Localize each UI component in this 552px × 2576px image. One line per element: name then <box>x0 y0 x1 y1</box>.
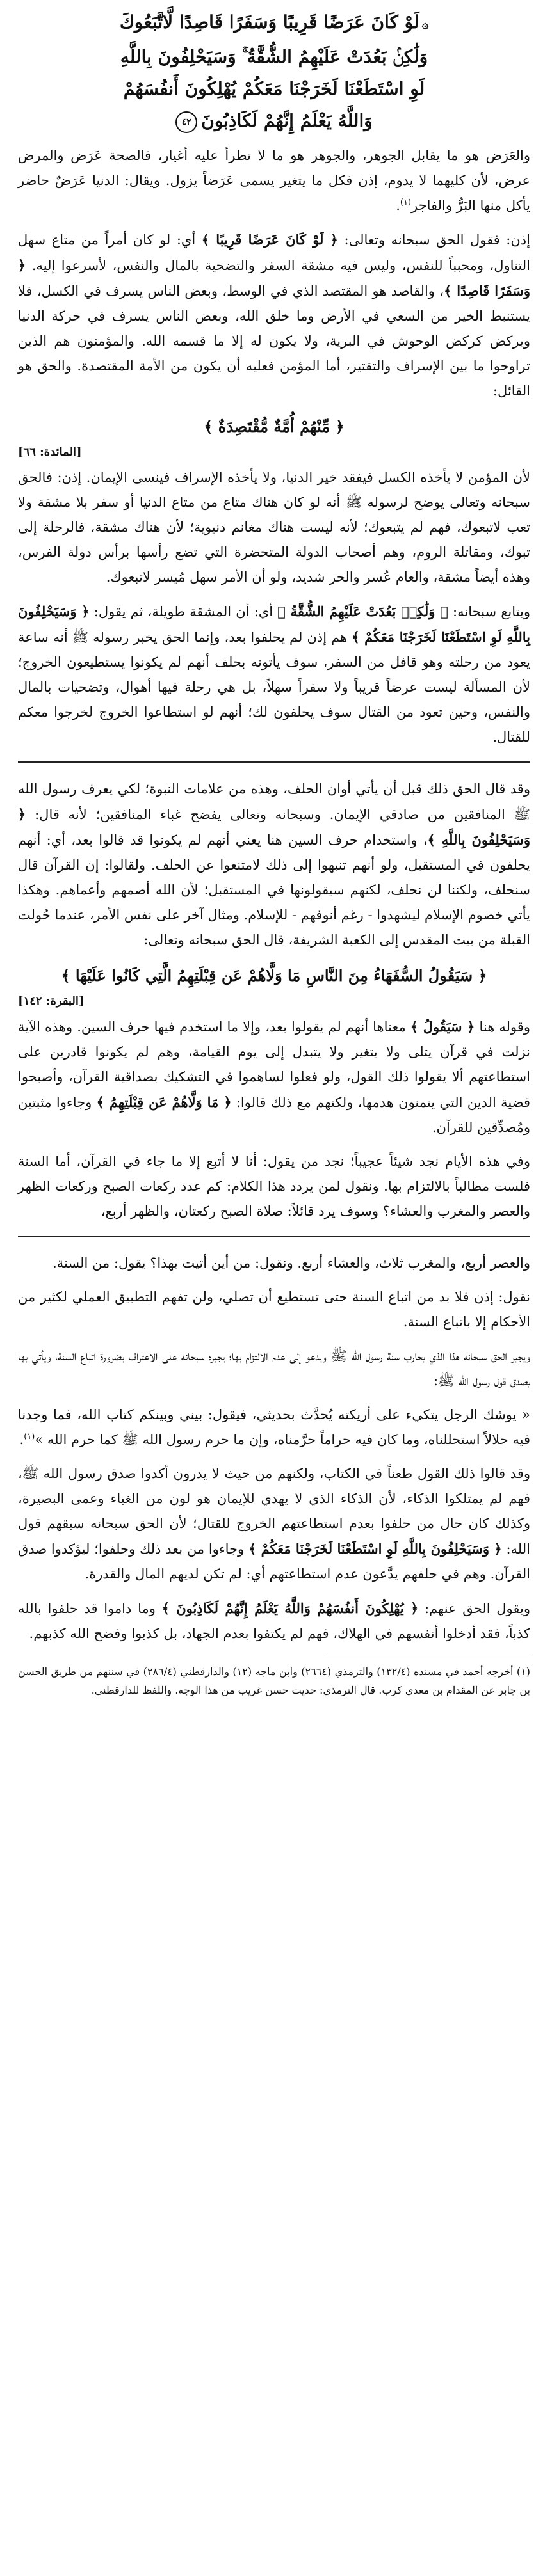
quran-quote: ﴿ لَوْ كَانَ عَرَضًا قَرِيبًا ﴾ <box>201 232 338 248</box>
paragraph: ويقول الحق عنهم: ﴿ يُهْلِكُونَ أَنفُسَهُمْ وَاللَّهُ يَعْلَمُ إِنَّهُمْ لَكَاذِبُونَ ﴾ وما داموا قد حلفوا بالله كذباً، فقد أدخلوا أنفسهم في الهلاك، فهم لم يكتفوا بعدم الجهاد، بل كذبوا وفضح الله كذبهم. <box>18 1600 530 1641</box>
quran-quote: ﴿ وَسَفَرًا قَاصِدًا ﴾ <box>18 257 531 299</box>
paragraph: « يوشك الرجل يتكيء على أريكته يُحدَّث بحديثي، فيقول: بيني وبينكم كتاب الله، فما وجدنا فيه حلالاً استحللناه، وما كان فيه حراماً حرَّمناه، وإن ما حرم رسول الله ﷺ كما حرم الله »$^{(١)}$. <box>18 1407 530 1447</box>
header-verse <box>18 6 530 137</box>
footnote: (١) أخرجه أحمد في مسنده (١٣٢/٤) والترمذي (٢٦٦٤) وابن ماجه (١٢) والدارقطني (٢٨٦/٤) في سننهم من طريق الحسن بن جابر عن المقدام بن معدي كرب. قال الترمذي: حديث حسن غريب من هذا الوجه. واللفظ للدارقطني. <box>18 1666 531 1696</box>
footnote-marker: (١) <box>24 1432 35 1442</box>
block-quote: ﴿ مِّنْهُمْ أُمَّةٌ مُّقْتَصِدَةٌ ﴾ <box>204 417 345 436</box>
quote-reference: [المائدة: ٦٦] <box>18 445 82 459</box>
page-separator <box>18 761 530 763</box>
quran-quote: ﴿ وَسَيَحْلِفُونَ بِاللَّهِ لَوِ اسْتَطَعْنَا لَخَرَجْنَا مَعَكُمْ ﴾ <box>18 603 531 645</box>
paragraph: والعصر أربع، والمغرب ثلاث، والعشاء أربع. ونقول: من أين أتيت بهذا؟ يقول: من السنة. <box>53 1255 530 1271</box>
paragraph: وقد قالوا ذلك القول طعناً في الكتاب، ولكنهم من حيث لا يدرون أكدوا صدق رسول الله ﷺ، فهم لم يمتلكوا الذكاء، لأن الذكاء الذي لا يهدي للإيمان هو لون من الغباء وعمى البصيرة، وكذلك كان حال من حلفوا بعدم استطاعتهم الخروج للقتال؛ لأن الحق سبحانه سبقهم قول الله: ﴿ وَسَيَحْلِفُونَ بِاللَّهِ لَوِ اسْتَطَعْنَا لَخَرَجْنَا مَعَكُمْ ﴾ وجاءوا من بعد ذلك وحلفوا؛ ليؤكدوا صدق القرآن. وهم في حلفهم يدَّعون عدم استطاعتهم أي: لم تكن لديهم المال والقدرة. <box>18 1466 530 1582</box>
paragraph: وقوله هنا ﴿ سَيَقُولُ ﴾ معناها أنهم لم يقولوا بعد، وإلا ما استخدم فيها حرف السين. وهذه الآية نزلت في قرآن يتلى ولا يتغير ولا يتبدل إلى يوم القيامة، وهم لم يكونوا قادرين على استطاعتهم ألا يقولوا ذلك القول، ولو فعلوا لساهموا في التشكيك بصداقية القرآن، وأصبحوا قضية الدين التي يتمنون هدمها، ولكنهم مع ذلك قالوا: ﴿ مَا وَلَّاهُمْ عَن قِبْلَتِهِمُ ﴾ وجاءوا مثبتين ومُصدِّقين للقرآن. <box>18 1019 530 1135</box>
quran-quote: ﴿ مَا وَلَّاهُمْ عَن قِبْلَتِهِمُ ﴾ <box>96 1094 232 1110</box>
paragraph: إذن: فقول الحق سبحانه وتعالى: ﴿ لَوْ كَانَ عَرَضًا قَرِيبًا ﴾ أي: لو كان أمراً من متاع سهل التناول، ومحبباً للنفس، وليس فيه مشقة السفر والتضحية بالمال والنفس، لأسرعوا إليه. ﴿ وَسَفَرًا قَاصِدًا ﴾، والقاصد هو المقتصد الذي في الوسط، وبعض الناس يسرف في الكسل، فلا يستنبط الخير من السعي في الأرض وما خلق الله، وبعض الناس يسرف في حركة الدنيا ويركض كركض الوحوش في البرية، ولا يكون له إلا ما قسمه الله. والمؤمنون هم الذين تراوحوا ما بين الإسراف والتقتير، أما المؤمن فعليه أن يكون من الأمة المقتصدة. والحق هو القائل: <box>18 232 531 399</box>
paragraph: لأن المؤمن لا يأخذه الكسل فيفقد خير الدنيا، ولا يأخذه الإسراف فينسى الإيمان. إذن: فالحق سبحانه وتعالى يوضح لرسوله ﷺ أنه لو كان هناك متاع من متاع الدنيا أو سفر بلا مشقة ولا تعب لاتبعوك، فهم لم يتبعوك؛ لأنه ليست هناك مغانم دنيوية؛ لأن هناك مشقة، فالرحلة إلى تبوك، ومقاتلة الروم، وهم أصحاب الدولة المتحضرة التي تضع رأسها برأس دولة الفرس، وهذه أيضاً مشقة، والعام عُسر والحر شديد، ولو أن الأمر سهل مُيسر لاتبعوك. <box>18 470 530 585</box>
paragraph: ويتابع سبحانه: ﴿ وَلَٰكِنۢ بَعُدَتْ عَلَيْهِمُ الشُّقَّةُ ﴾ أي: أن المشقة طويلة، ثم يقول: ﴿ وَسَيَحْلِفُونَ بِاللَّهِ لَوِ اسْتَطَعْنَا لَخَرَجْنَا مَعَكُمْ ﴾ هم إذن لم يحلفوا بعد، وإنما الحق يخبر رسوله ﷺ أنه ساعة يعود من رحلته وهو قافل من السفر، سوف يأتونه بحلف أنهم لم يكونوا يستطيعون الخروج؛ لأن المسألة ليست عرضاً قريباً ولا سفراً سهلاً، بل هي رحلة فيها أهوال، وتضحيات بالمال والنفس، وحين تعود من القتال سوف يحلفون لك؛ أنهم لو استطاعوا الخروج لخرجوا معكم للقتال. <box>18 603 531 745</box>
paragraph: نقول: إذن فلا بد من اتباع السنة حتى تستطيع أن تصلي، ولن تفهم التطبيق العملي لكثير من الأحكام إلا باتباع السنة. <box>18 1289 530 1330</box>
paragraph: وفي هذه الأيام نجد شيئاً عجيباً؛ نجد من يقول: أنا لا أتبع إلا ما جاء في القرآن، أما السنة فلست مطالباً بالالتزام بها. ونقول لمن يردد هذا الكلام: كم عدد ركعات الصبح وركعات الظهر والعصر والمغرب والعشاء؟ وسوف يرد قائلاً: صلاة الصبح ركعتان، والظهر أربع، <box>18 1154 530 1219</box>
quran-quote: ﴿ سَيَقُولُ ﴾ <box>410 1019 475 1035</box>
header-verse-line: وَاللَّهُ يَعْلَمُ إِنَّهُمْ لَكَاذِبُونَ٤٢ <box>18 105 530 137</box>
verse-number-badge: ٤٢ <box>175 111 197 133</box>
quran-quote: ﴿ وَسَيَحْلِفُونَ بِاللَّهِ ﴾ <box>18 806 530 848</box>
quran-quote: ﴿ وَسَيَحْلِفُونَ بِاللَّهِ لَوِ اسْتَطَعْنَا لَخَرَجْنَا مَعَكُمْ ﴾ <box>248 1541 502 1557</box>
header-verse-line: ۞لَوْ كَانَ عَرَضًا قَرِيبًا وَسَفَرًا قَاصِدًا لَّاتَّبَعُوكَ <box>119 12 429 33</box>
quran-quote: ﴿ وَلَٰكِنۢ بَعُدَتْ عَلَيْهِمُ الشُّقَّةُ ﴾ <box>277 603 448 619</box>
block-quote: ﴿ سَيَقُولُ السُّفَهَاءُ مِنَ النَّاسِ مَا وَلَّاهُمْ عَن قِبْلَتِهِمُ الَّتِي كَانُوا عَلَيْهَا ﴾ <box>61 966 487 985</box>
quran-quote: ﴿ يُهْلِكُونَ أَنفُسَهُمْ وَاللَّهُ يَعْلَمُ إِنَّهُمْ لَكَاذِبُونَ ﴾ <box>161 1600 419 1616</box>
paragraph: وقد قال الحق ذلك قبل أن يأتي أوان الحلف، وهذه من علامات النبوة؛ لكي يعرف رسول الله ﷺ المنافقين من صادقي الإيمان. وسبحانه وتعالى يفضح غباء المنافقين؛ لأنه قال: ﴿ وَسَيَحْلِفُونَ بِاللَّهِ ﴾، واستخدام حرف السين هنا يعني أنهم لم يكونوا قد قالوا بعد، أي: أنهم يحلفون في المستقبل، ولو أنهم تنبهوا إلى ذلك لامتنعوا عن الحلف. ولقالوا: إن القرآن قال سنحلف، ولكننا لن نحلف، لكنهم سيقولونها في المستقبل؛ لأن الله أصمهم وأعماهم. وهكذا يأتي خصوم الإسلام ليشهدوا - رغم أنوفهم - للإسلام. ومثال آخر على نفس الأمر، عندما حُولت القبلة من بيت المقدس إلى الكعبة الشريفة، قال الحق سبحانه وتعالى: <box>18 781 530 948</box>
page-separator <box>18 1236 530 1237</box>
paragraph: ويجير الحق سبحانه هذا الذي يحارب سنة رسول الله ﷺ ويدعو إلى عدم الالتزام بها؛ يجبره سبحانه على الاعتراف بضرورة اتباع السنة، ويأتي بها يصدق قول رسول الله ﷺ: <box>18 1348 530 1388</box>
quote-reference: [البقرة: ١٤٢] <box>18 994 85 1008</box>
ornament-icon: ۞ <box>421 18 429 31</box>
header-verse-line: لَوِ اسْتَطَعْنَا لَخَرَجْنَا مَعَكُمْ يُهْلِكُونَ أَنفُسَهُمْ <box>123 78 425 99</box>
paragraph: والعَرَض هو ما يقابل الجوهر، والجوهر هو ما لا تطرأ عليه أغيار، فالصحة عَرَض والمرض عرض، لأن كليهما لا يدوم، إذن فكل ما يتغير يسمى عَرَضاً يزول. ويقال: الدنيا عَرَضٌ حاضر يأكل منها البَرُّ والفاجر$^{(١)}$. <box>18 148 530 213</box>
footnote-marker: (١) <box>400 198 412 207</box>
header-verse-line: وَلَٰكِنۢ بَعُدَتْ عَلَيْهِمُ الشُّقَّةُ ۚ وَسَيَحْلِفُونَ بِاللَّهِ <box>120 46 428 67</box>
